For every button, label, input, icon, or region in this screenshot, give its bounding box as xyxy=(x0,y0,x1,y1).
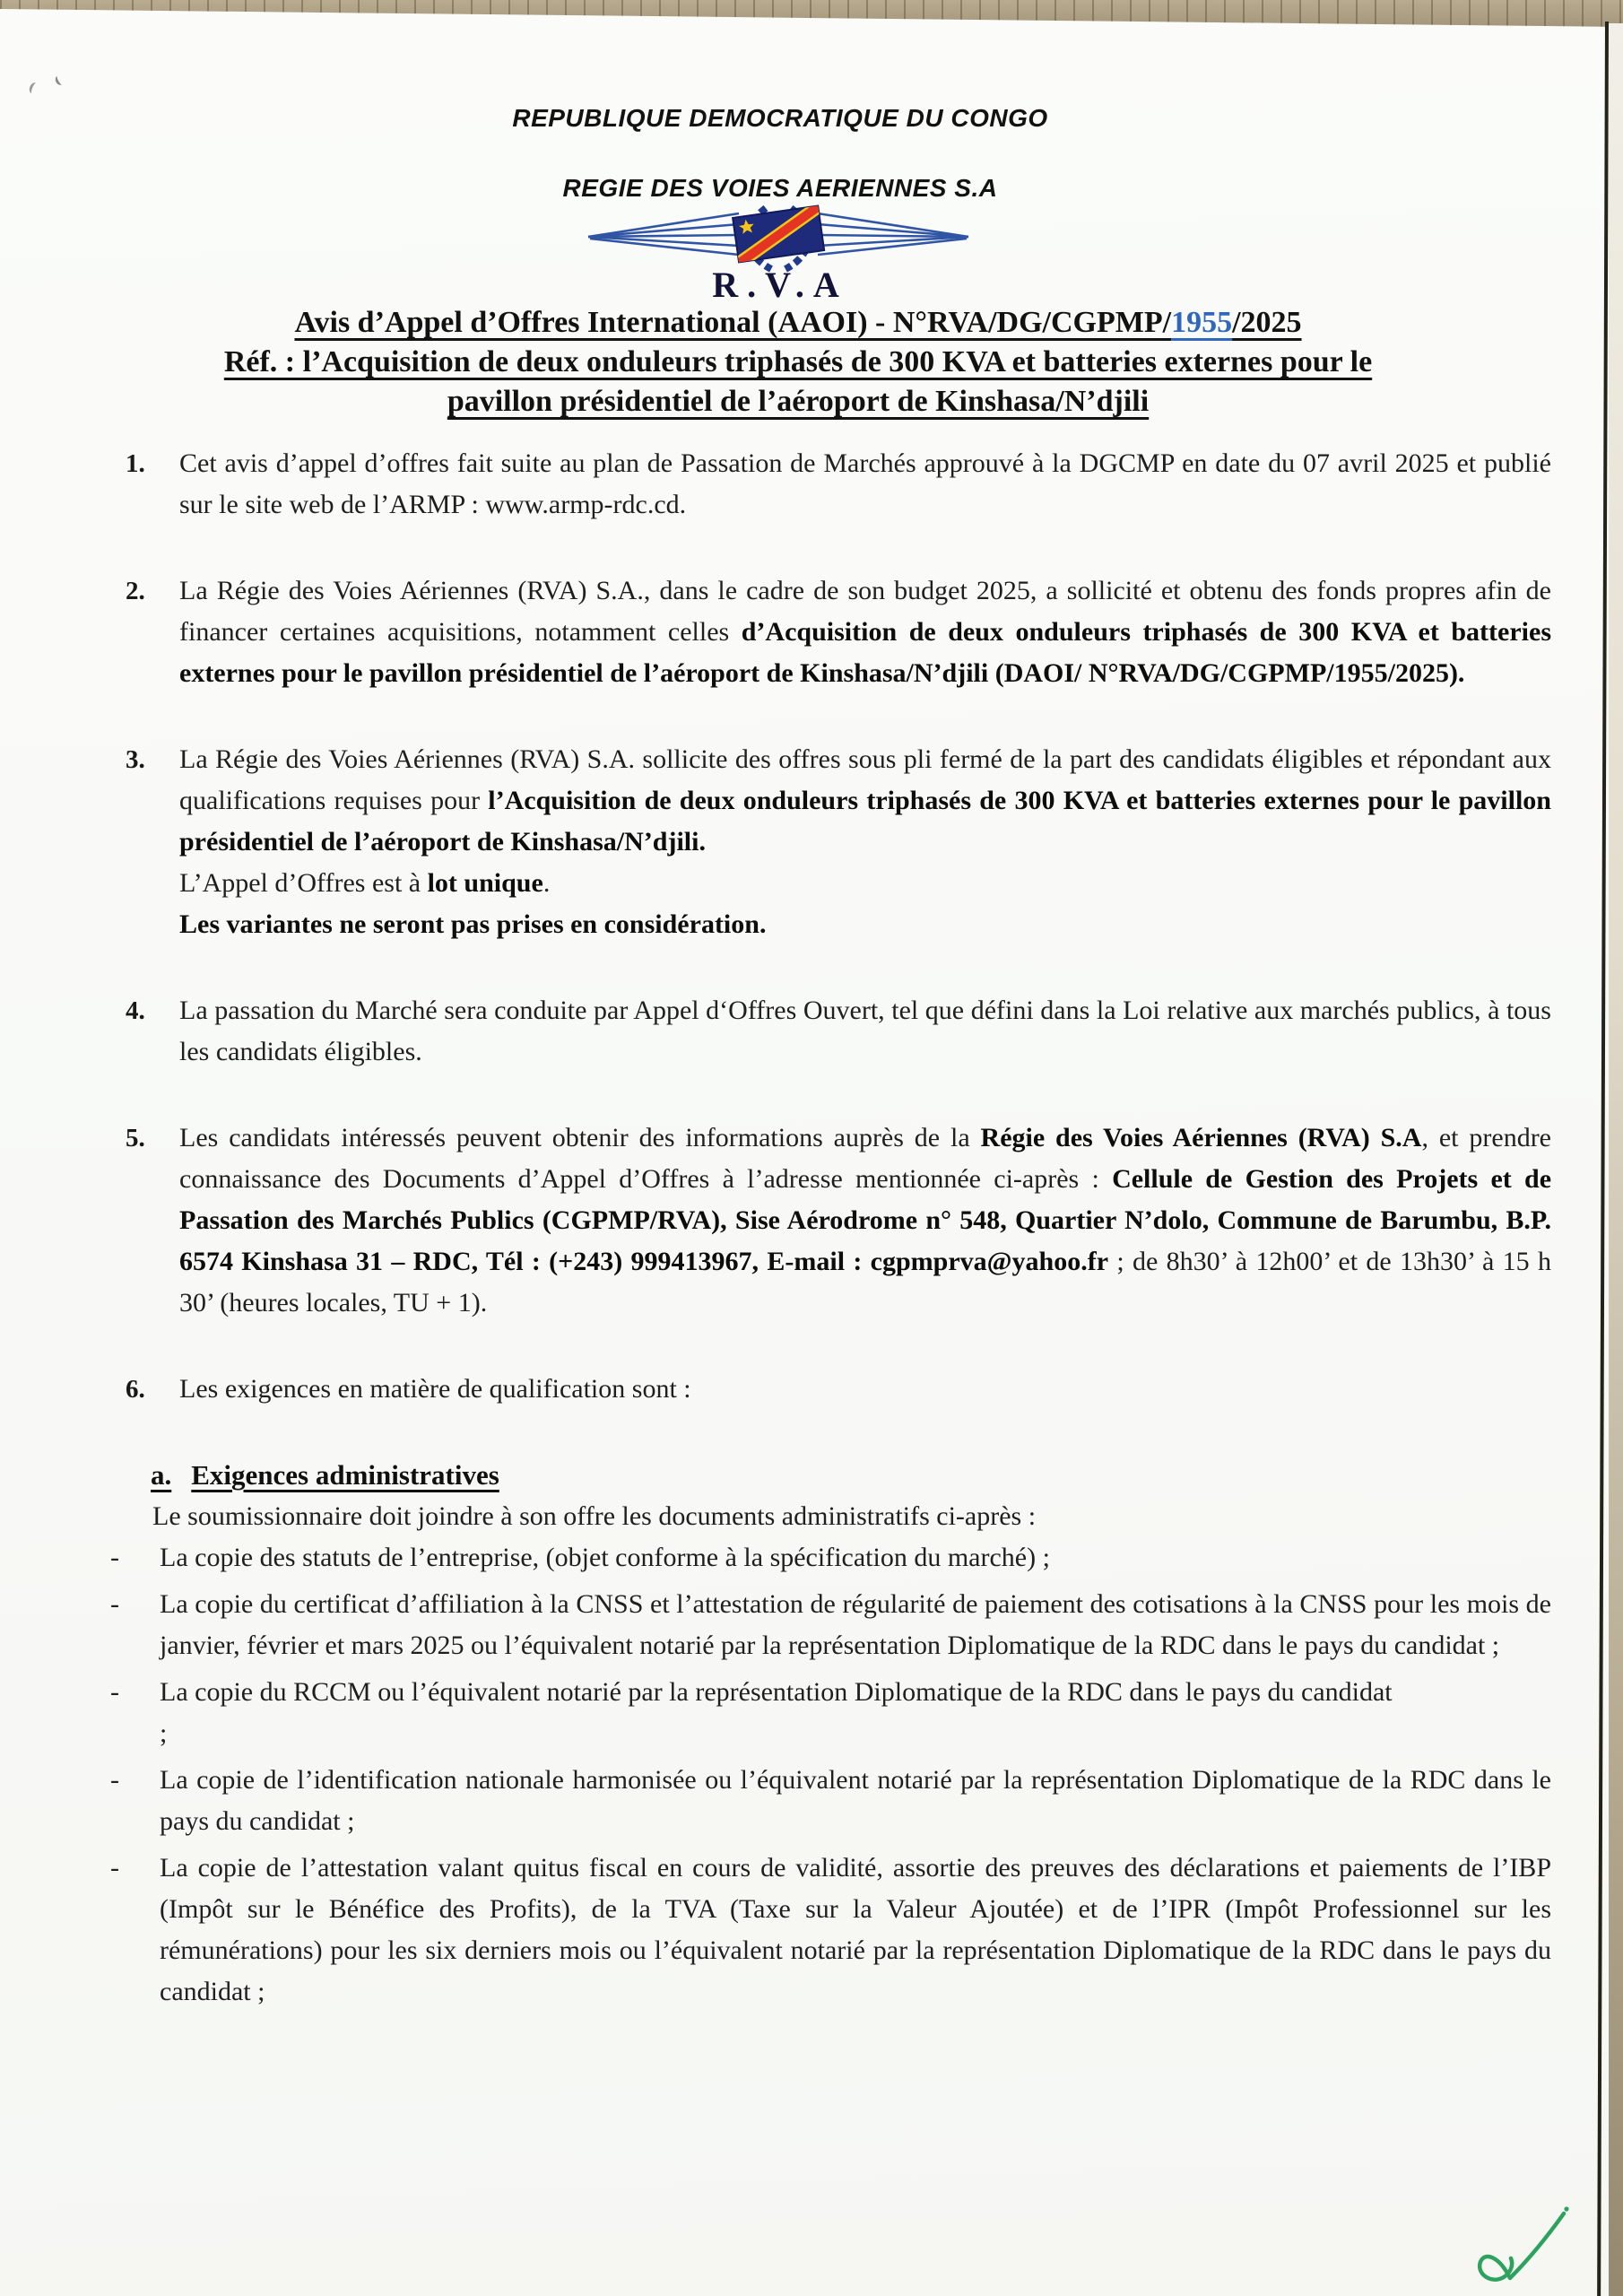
bullet-item xyxy=(110,1537,1551,1578)
item-text xyxy=(179,990,1551,1073)
bullet-list xyxy=(110,1537,1551,2013)
text-run: 1955 xyxy=(1171,306,1233,339)
left-wing-icon xyxy=(588,213,739,255)
item-text xyxy=(179,1369,1551,1410)
section-heading-row xyxy=(151,1455,1623,1496)
list-item xyxy=(126,1369,1551,1410)
notice-title-line3: pavillon présidentiel de l’aéroport de Kinshasa/N’djili xyxy=(447,385,1150,418)
text-run: ; de 8h30’ à 12h00’ et de 13h30’ à 15 h 30’ (heures locales, TU + 1). xyxy=(179,1247,1551,1318)
text-run: Cellule de Gestion des Projets et de Passation des Marchés Publics (CGPMP/RVA), Sise Aérodrome n° 548, Quartier N’dolo, Commune de Barumbu, B.P. 6574 Kinshasa 31 – RDC, Tél : (+243) 999413967, E-mail : cgpmprva@yahoo.fr xyxy=(179,1164,1552,1276)
item-text xyxy=(179,443,1551,526)
bullet-text xyxy=(160,1760,1551,1842)
bullet-item xyxy=(110,1848,1551,2013)
notice-title-line2: Réf. : l’Acquisition de deux onduleurs triphasés de 300 KVA et batteries externes pour le xyxy=(223,345,1373,378)
text-run: La copie du RCCM ou l’équivalent notarié par la représentation Diplomatique de la RDC dans le pays du candidat xyxy=(160,1677,1393,1707)
text-run: La Régie des Voies Aériennes (RVA) S.A., dans le cadre de son budget 2025, a sollicité et obtenu des fonds propres afin de financer certaines acquisitions, notamment celles xyxy=(179,576,1551,647)
text-run: 1955 xyxy=(1333,658,1388,688)
agency-title: REGIE DES VOIES AERIENNES S.A xyxy=(562,174,998,202)
text-run: /2025 xyxy=(1232,306,1302,339)
scanner-edge-top xyxy=(0,0,1623,29)
text-run: /2025). xyxy=(1387,658,1465,688)
text-run: La passation du Marché sera conduite par Appel d‘Offres Ouvert, tel que défini dans la Loi relative aux marchés publics, à tous les candidats éligibles. xyxy=(179,996,1551,1066)
bullet-text xyxy=(160,1537,1551,1578)
bullet-item xyxy=(110,1584,1551,1666)
list-item xyxy=(126,990,1551,1073)
item-number: 3. xyxy=(126,745,145,774)
logo-acronym: R.V.A xyxy=(712,265,848,305)
text-run: Les exigences en matière de qualification sont : xyxy=(179,1374,691,1404)
handwritten-check-mark-icon xyxy=(1460,2199,1585,2296)
section-admin-requirements xyxy=(0,1455,1623,2013)
item-number: 1. xyxy=(126,449,145,478)
item-number: 4. xyxy=(126,996,145,1025)
document-body xyxy=(0,303,1623,2018)
text-run: ; xyxy=(160,1718,168,1748)
bullet-dash: - xyxy=(110,1589,119,1619)
text-run: La copie du certificat d’affiliation à la CNSS et l’attestation de régularité de paiement des cotisations à la CNSS pour les mois de janvier, février et mars 2025 ou l’équivalent notarié par la représentation Diplomatique de la RDC dans le pays du candidat ; xyxy=(160,1589,1551,1660)
text-run: La copie des statuts de l’entreprise, (objet conforme à la spécification du marché) ; xyxy=(160,1543,1050,1572)
section-heading: Exigences administratives xyxy=(191,1459,499,1491)
text-run: Régie des Voies Aériennes (RVA) S.A xyxy=(980,1123,1422,1152)
text-run: La copie de l’identification nationale harmonisée ou l’équivalent notarié par la représentation Diplomatique de la RDC dans le pays du candidat ; xyxy=(160,1765,1551,1836)
list-item xyxy=(126,739,1551,945)
ink-speck xyxy=(54,74,65,87)
section-intro: Le soumissionnaire doit joindre à son offre les documents administratifs ci-après : xyxy=(152,1501,1037,1531)
text-run: La Régie des Voies Aériennes (RVA) S.A. sollicite des offres sous pli fermé de la part des candidats éligibles et répondant aux qualifications requises pour xyxy=(179,744,1551,815)
notice-title-line1 xyxy=(135,303,1462,343)
item-number: 2. xyxy=(126,577,145,605)
item-number: 5. xyxy=(126,1124,145,1152)
item-text xyxy=(179,570,1551,694)
bullet-item xyxy=(110,1760,1551,1842)
bullet-item xyxy=(110,1672,1551,1754)
bullet-dash: - xyxy=(110,1543,119,1572)
right-wing-icon xyxy=(818,213,968,255)
text-run: La copie de l’attestation valant quitus fiscal en cours de validité, assortie des preuves des déclarations et paiements de l’IBP (Impôt sur le Bénéfice des Profits), de la TVA (Taxe sur la Valeur Ajoutée) et de l’IPR (Impôt Professionnel sur les rémunérations) pour les six derniers mois ou l’équivalent notarié par la représentation Diplomatique de la RDC dans le pays du candidat ; xyxy=(160,1853,1551,2006)
text-run: Les candidats intéressés peuvent obtenir des informations auprès de la xyxy=(179,1123,981,1152)
text-run: d’Acquisition de deux onduleurs triphasés de 300 KVA et batteries externes pour le pavillon présidentiel de l’aéroport de Kinshasa/N’djili (DAOI/ N°RVA/DG/CGPMP/ xyxy=(179,617,1551,688)
text-run: Les variantes ne seront pas prises en considération. xyxy=(179,909,767,939)
scanner-edge-right xyxy=(1609,23,1623,2296)
item-number: 6. xyxy=(126,1375,145,1404)
item-text xyxy=(179,1118,1551,1324)
bullet-dash: - xyxy=(110,1677,119,1707)
text-run: Cet avis d’appel d’offres fait suite au plan de Passation de Marchés approuvé à la DGCMP en date du 07 avril 2025 et publié sur le site web de l’ARMP : www.armp-rdc.cd. xyxy=(179,448,1551,519)
bullet-text xyxy=(160,1584,1551,1666)
numbered-list xyxy=(126,443,1551,1410)
country-title: REPUBLIQUE DEMOCRATIQUE DU CONGO xyxy=(512,104,1048,132)
text-run: . xyxy=(542,868,551,898)
item-text xyxy=(179,739,1551,945)
bullet-text xyxy=(160,1672,1551,1754)
list-item xyxy=(126,570,1551,694)
text-run: L’Appel d’Offres est à xyxy=(179,868,428,898)
notice-title xyxy=(135,303,1462,422)
drc-flag-icon xyxy=(731,205,826,264)
list-item xyxy=(126,443,1551,526)
section-letter: a. xyxy=(151,1459,172,1491)
text-run: Avis d’Appel d’Offres International (AAOI) - N°RVA/DG/CGPMP/ xyxy=(294,306,1172,339)
ink-speck xyxy=(28,82,40,96)
bullet-dash: - xyxy=(110,1853,119,1883)
list-item xyxy=(126,1118,1551,1324)
text-run: lot unique xyxy=(427,868,543,898)
bullet-dash: - xyxy=(110,1765,119,1795)
text-run: l’Acquisition de deux onduleurs triphasés de 300 KVA et batteries externes pour le pavillon présidentiel de l’aéroport de Kinshasa/N’djili. xyxy=(179,786,1551,857)
text-run: , et prendre connaissance des Documents d’Appel d’Offres à l’adresse mentionnée ci-après : xyxy=(179,1123,1552,1194)
bullet-text xyxy=(160,1848,1551,2013)
